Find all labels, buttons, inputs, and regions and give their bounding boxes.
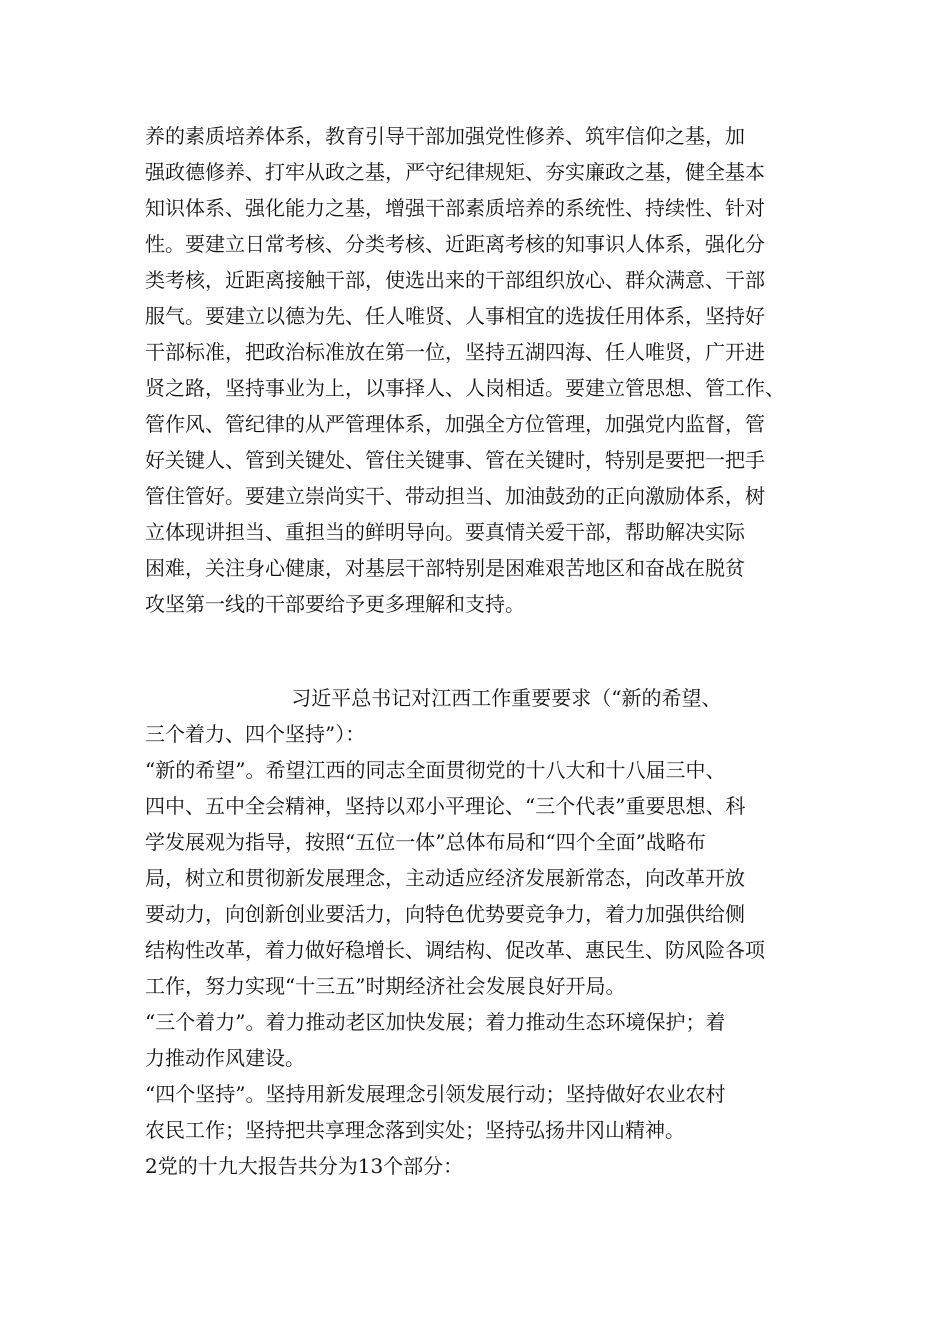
text-line: 局，树立和贯彻新发展理念，主动适应经济发展新常态，向改革开放	[145, 866, 745, 890]
text-line: 力推动作风建设。	[145, 1046, 305, 1070]
paragraph-cadre-system	[145, 118, 815, 622]
text-line: 知识体系、强化能力之基，增强干部素质培养的系统性、持续性、针对	[145, 196, 765, 220]
section-heading-cont: 三个着力、四个坚持”）：	[145, 722, 366, 746]
text-line: 养的素质培养体系，教育引导干部加强党性修养、筑牢信仰之基，加	[145, 124, 745, 148]
text-line: 管作风、管纪律的从严管理体系，加强全方位管理，加强党内监督，管	[145, 412, 765, 436]
text-line: 立体现讲担当、重担当的鲜明导向。要真情关爱干部，帮助解决实际	[145, 520, 745, 544]
text-line: 2党的十九大报告共分为13个部分：	[145, 1154, 464, 1178]
text-line: 困难，关注身心健康，对基层干部特别是困难艰苦地区和奋战在脱贫	[145, 556, 745, 580]
text-line: 贤之路，坚持事业为上，以事择人、人岗相适。要建立管思想、管工作、	[145, 376, 785, 400]
text-line: 学发展观为指导，按照“五位一体”总体布局和“四个全面”战略布	[145, 830, 706, 854]
text-line: 干部标准，把政治标准放在第一位，坚持五湖四海、任人唯贤，广开进	[145, 340, 765, 364]
section-heading: 习近平总书记对江西工作重要要求（“新的希望、	[145, 686, 722, 710]
text-line: 服气。要建立以德为先、任人唯贤、人事相宜的选拔任用体系，坚持好	[145, 304, 765, 328]
text-line: 好关键人、管到关键处、管住关键事、管在关键时，特别是要把一把手	[145, 448, 765, 472]
text-line: 强政德修养、打牢从政之基，严守纪律规矩、夯实廉政之基，健全基本	[145, 160, 765, 184]
text-line: 性。要建立日常考核、分类考核、近距离考核的知事识人体系，强化分	[145, 232, 765, 256]
text-line: 管住管好。要建立崇尚实干、带动担当、加油鼓劲的正向激励体系，树	[145, 484, 765, 508]
text-line: “四个坚持”。坚持用新发展理念引领发展行动；坚持做好农业农村	[145, 1082, 726, 1106]
text-line: “新的希望”。希望江西的同志全面贯彻党的十八大和十八届三中、	[145, 758, 726, 782]
text-line: 攻坚第一线的干部要给予更多理解和支持。	[145, 592, 525, 616]
text-line: 结构性改革，着力做好稳增长、调结构、促改革、惠民生、防风险各项	[145, 938, 765, 962]
text-line: “三个着力”。着力推动老区加快发展；着力推动生态环境保护；着	[145, 1010, 726, 1034]
text-line: 工作，努力实现“十三五”时期经济社会发展良好开局。	[145, 974, 626, 998]
text-line: 要动力，向创新创业要活力，向特色优势要竞争力，着力加强供给侧	[145, 902, 745, 926]
text-line: 类考核，近距离接触干部，使选出来的干部组织放心、群众满意、干部	[145, 268, 765, 292]
text-line: 农民工作；坚持把共享理念落到实处；坚持弘扬井冈山精神。	[145, 1118, 685, 1142]
text-line: 四中、五中全会精神，坚持以邓小平理论、“三个代表”重要思想、科	[145, 794, 746, 818]
section-jiangxi-requirements	[145, 680, 815, 1184]
